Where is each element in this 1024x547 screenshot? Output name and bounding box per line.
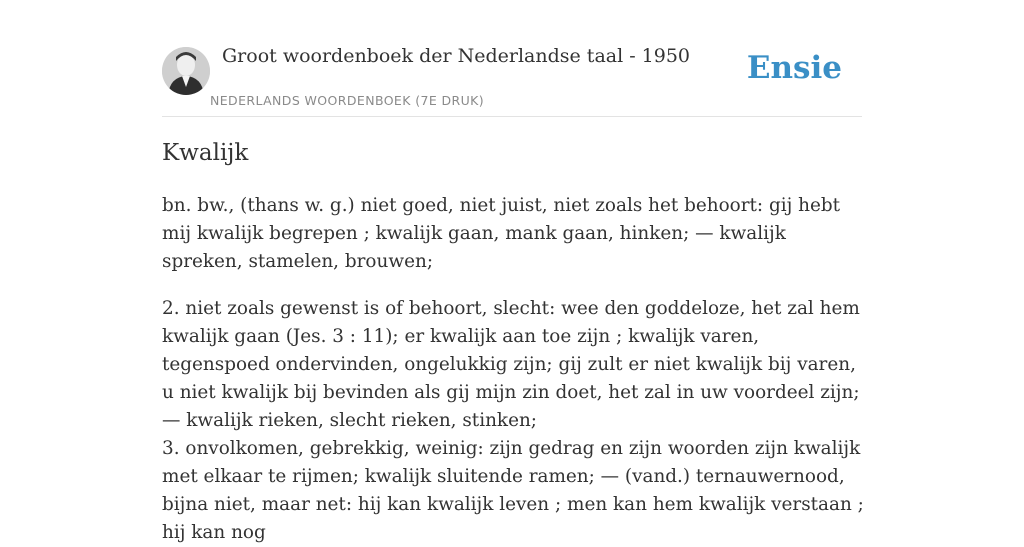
definition-paragraph-2: 2. niet zoals gewenst is of behoort, slecht: wee den goddeloze, het zal hem kwalijk gaan (Jes. 3 : 11); er kwalijk aan toe zijn ; kwalijk varen, tegenspoed ondervinden, ongelukkig zijn; gij zult er niet kwalijk bij varen, u niet kwalijk bij bevinden als gij mijn zin doet, het zal in uw voordeel zijn; — kwalijk rieken, slecht rieken, stinken; 3. onvolkomen, gebrekkig, weinig: zijn gedrag en zijn woorden zijn kwalijk met elkaar te rijmen; kwalijk sluitende ramen; — (vand.) ternauwernood, bijna niet, maar net: hij kan kwalijk leven ; men kan hem kwalijk verstaan ; hij kan nog [162,298,864,543]
dictionary-title[interactable]: Groot woordenboek der Nederlandse taal - 1950 [222,45,691,67]
entry-card [162,0,864,543]
page-header [162,0,862,117]
definition-paragraph-1: bn. bw., (thans w. g.) niet goed, niet juist, niet zoals het behoort: gij hebt mij kwalijk begrepen ; kwalijk gaan, mank gaan, hinken; — kwalijk spreken, stamelen, brouwen; [162,195,841,272]
dictionary-subtitle[interactable]: NEDERLANDS WOORDENBOEK (7E DRUK) [210,93,485,108]
entry-headword: Kwalijk [162,140,249,166]
author-avatar[interactable] [162,47,210,95]
ensie-logo[interactable]: Ensie [746,50,842,86]
portrait-photo-icon [162,47,210,95]
